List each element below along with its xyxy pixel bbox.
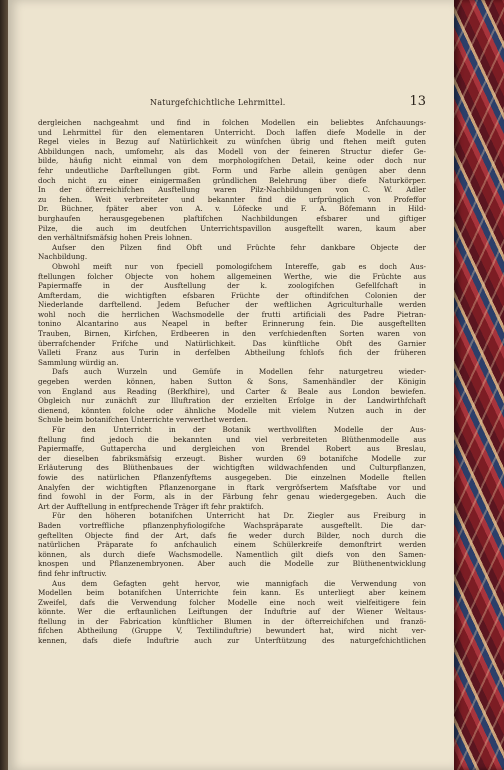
text-line: überrafchender Frifche und Natürlichkeit. Das künftliche Obft des Garnier: [38, 338, 426, 348]
text-line: Regel vieles in Bezug auf Natürlichkeit zu wünfchen übrig und ftehen meift guten: [38, 137, 426, 147]
body-text: [38, 118, 426, 646]
text-line: Obwohl meift nur von fpeciell pomologifchem Intereffe, gab es doch Aus-: [52, 261, 426, 271]
text-line: Aus dem Gefagten geht hervor, wie mannigfach die Verwendung von: [52, 578, 426, 588]
text-line: dienend, könnten folche oder ähnliche Modelle mit vielem Nutzen auch in der: [38, 405, 426, 415]
text-line: von England aus Reading (Berkfhire), und Carter & Beale aus London bewiefen.: [38, 386, 426, 396]
text-line: könnte. Wer die erftaunlichen Leiftungen der Induftrie auf der Wiener Weltaus-: [38, 607, 426, 617]
page-header: [38, 96, 426, 112]
text-line: ftellungen folcher Objecte von hohem allgemeinen Werthe, wie die Früchte aus: [38, 271, 426, 281]
text-line: tonino Alcantarino aus Neapel in befter Erinnerung fein. Die ausgeftellten: [38, 319, 426, 329]
text-line: fifchen Abtheilung (Gruppe V, Textilinduftrie) bewundert hat, wird nicht ver-: [38, 626, 426, 636]
text-line: Papiermaffe in der Ausftellung der k. zoologifchen Gefellfchaft in: [38, 281, 426, 291]
text-line: Papiermaffe, Guttapercha und dergleichen von Brendel Robert aus Breslau,: [38, 444, 426, 454]
text-line: zu fehen. Weit verbreiteter und bekannter find die urfprünglich von Profeffor: [38, 194, 426, 204]
text-line: In der öfterreichifchen Ausftellung waren Pilz-Nachbildungen von C. W. Adler: [38, 185, 426, 195]
text-line: fowie des natürlichen Pflanzenfyftems ausgegeben. Die einzelnen Modelle ftellen: [38, 472, 426, 482]
text-line: können, als durch diefe Wachsmodelle. Namentlich gilt diefs von den Samen-: [38, 549, 426, 559]
text-line: den verhältnifsmäfsig hohen Preis lohnen.: [38, 233, 193, 243]
text-line: und Lehrmittel für den elementaren Unterricht. Doch laffen diefe Modelle in der: [38, 127, 426, 137]
text-line: dergleichen nachgeahmt und find in folchen Modellen ein beliebtes Anfchauungs-: [38, 118, 426, 127]
text-line: Für den höheren botanifchen Unterricht hat Dr. Ziegler aus Freiburg in: [52, 511, 426, 521]
marbled-page-edge: [454, 0, 504, 770]
text-line: bilde, häufig nicht einmal von dem morphologifchen Detail, keine oder doch nur: [38, 156, 426, 166]
text-line: knospen und Pflanzenembryonen. Aber auch die Modelle zur Blüthenentwicklung: [38, 559, 426, 569]
text-line: Dr. Büchner, fpäter aber von A. v. Löfecke und F. A. Böfemann in Hild-: [38, 204, 426, 214]
text-line: gegeben werden können, haben Sutton & Sons, Samenhändler der Königin: [38, 377, 426, 387]
text-line: find fowohl in der Form, als in der Färbung fehr genau wiedergegeben. Auch die: [38, 492, 426, 502]
text-line: wohl noch die herrlichen Wachsmodelle der frutti artificiali des Padre Pietran-: [38, 309, 426, 319]
page-number: 13: [409, 94, 426, 109]
text-line: fehr undeutliche Darftellungen gibt. Form und Farbe allein genügen aber denn: [38, 165, 426, 175]
text-line: Erläuterung des Blüthenbaues der wichtigften wildwachfenden und Culturpflanzen,: [38, 463, 426, 473]
text-line: Zweifel, dafs die Verwendung folcher Modelle eine noch weit vielfeitigere fein: [38, 597, 426, 607]
text-line: Dafs auch Wurzeln und Gemüfe in Modellen fehr naturgetreu wieder-: [52, 367, 426, 377]
text-line: ftellung in der Fabrication künftlicher Blumen in der öfterreichifchen und franzö-: [38, 616, 426, 626]
text-line: Abbildungen nach, umfomehr, als das Modell von der feineren Structur diefer Ge-: [38, 146, 426, 156]
text-line: Sammlung würdig an.: [38, 357, 119, 367]
text-line: natürlichen Präparate fo anfchaulich einem Schülerkreife demonftrirt werden: [38, 540, 426, 550]
text-line: find fehr inftructiv.: [38, 568, 107, 578]
text-line: der dieselben fabriksmäfsig erzeugt. Bisher wurden 69 botanifche Modelle zur: [38, 453, 426, 463]
text-line: Art der Aufftellung in entfprechende Träger ift fehr praktifch.: [38, 501, 264, 511]
text-line: Baden vortreffliche pflanzenphyfiologifche Wachspräparate ausgeftellt. Die dar-: [38, 520, 426, 530]
text-line: kennen, dafs diefe Induftrie auch zur Unterftützung des naturgefchichtlichen: [38, 636, 426, 646]
text-line: Schule beim botanifchen Unterrichte verwerthet werden.: [38, 415, 249, 425]
text-line: Nachbildung.: [38, 252, 88, 262]
text-line: Valleti Franz aus Turin in derfelben Abtheilung fchlofs fich der früheren: [38, 348, 426, 358]
text-line: geftellten Objecte find der Art, dafs fie weder durch Bilder, noch durch die: [38, 530, 426, 540]
text-line: Für den Unterricht in der Botanik werthvollften Modelle der Aus-: [52, 425, 426, 434]
text-line: Pilze, die auch im deutfchen Unterrichtspavillon ausgeftellt waren, kaum aber: [38, 223, 426, 233]
text-line: Obgleich nur zunächft zur Illuftration der erzielten Erfolge in der Landwirthfchaft: [38, 396, 426, 406]
text-line: Modellen beim botanifchen Unterrichte fein kann. Es unterliegt aber keinem: [38, 588, 426, 598]
text-line: Aufser den Pilzen find Obft und Früchte fehr dankbare Objecte der: [52, 242, 426, 252]
text-line: ftellung find jedoch die bekannten und viel verbreiteten Blüthenmodelle aus: [38, 434, 426, 444]
text-line: Analyfen der wichtigften Pflanzenorgane in ftark vergröfsertem Mafsftabe vor und: [38, 482, 426, 492]
running-head: Naturgefchichtliche Lehrmittel.: [150, 98, 286, 107]
text-line: Amfterdam, die wichtigften efsbaren Früchte der oftindifchen Colonien der: [38, 290, 426, 300]
text-line: burghaufen herausgegebenen plaftifchen Nachbildungen efsbarer und giftiger: [38, 213, 426, 223]
text-line: doch nicht zu einer einigermaßen gründlichen Belehrung über diefe Naturkörper.: [38, 175, 426, 185]
text-line: Niederlande darftellend. Jedem Befucher der weftlichen Agriculturhalle werden: [38, 300, 426, 310]
text-line: Trauben, Birnen, Kirfchen, Erdbeeren in den verfchiedenften Sorten waren von: [38, 329, 426, 339]
